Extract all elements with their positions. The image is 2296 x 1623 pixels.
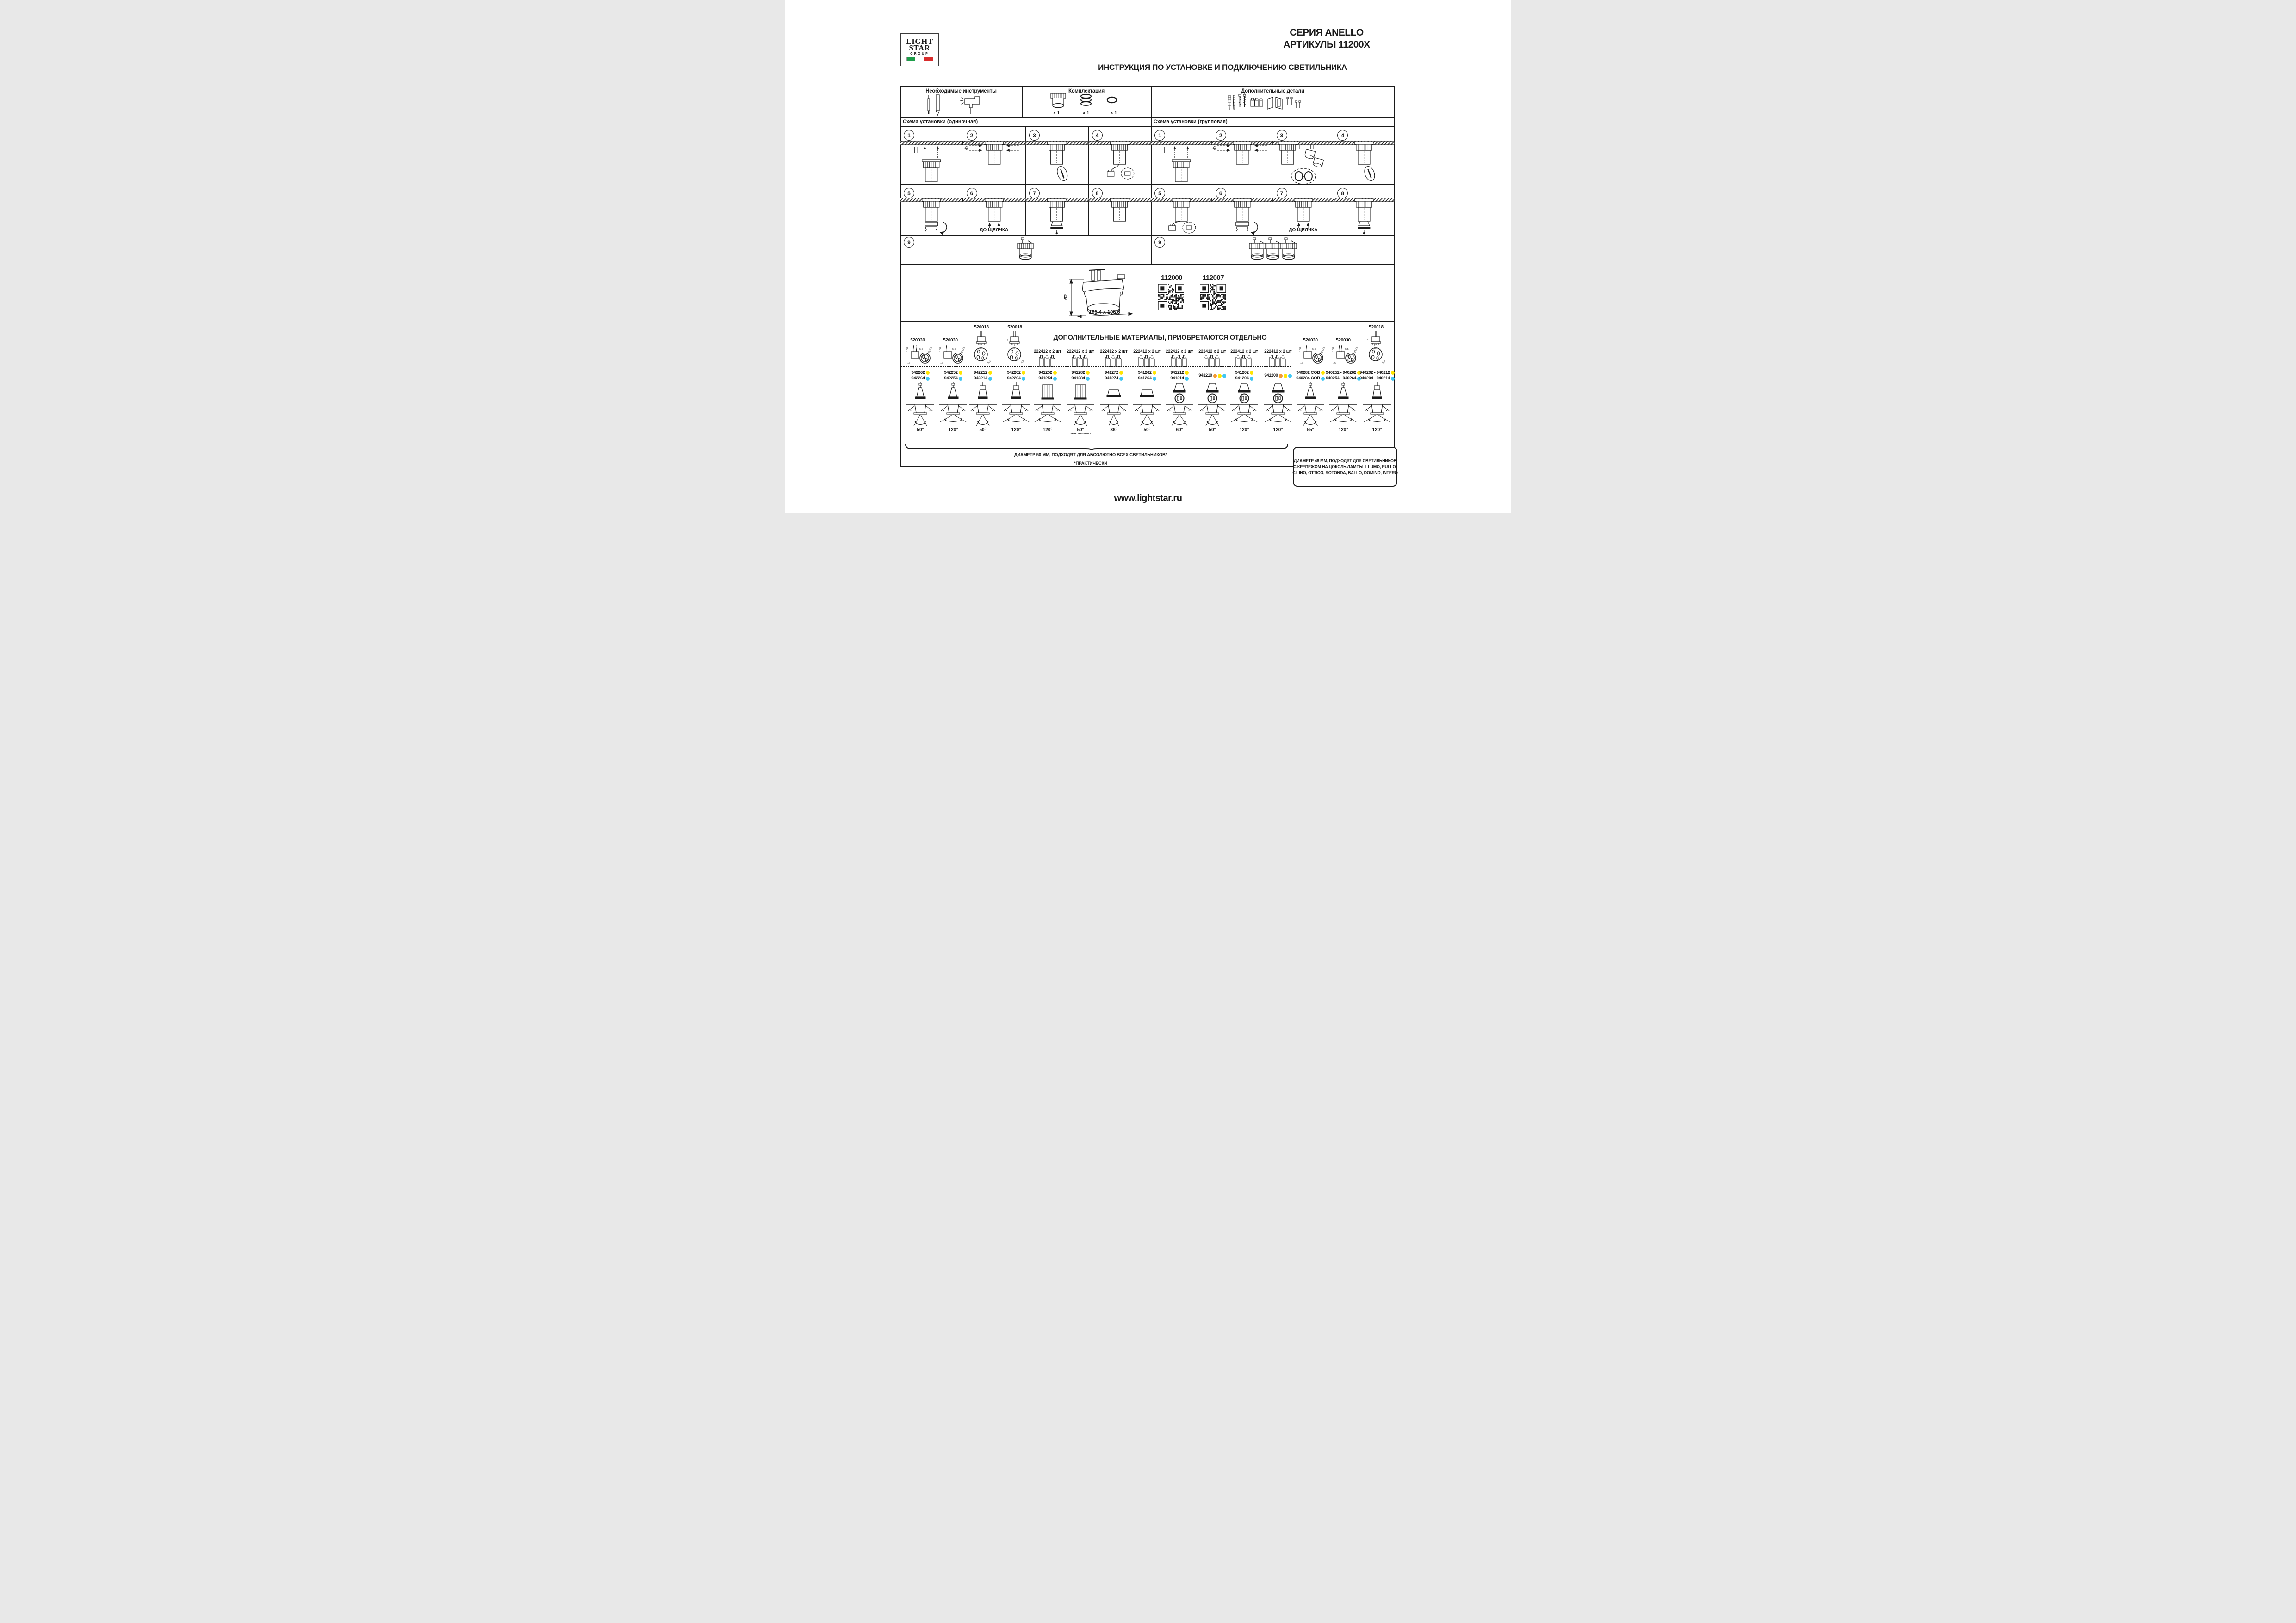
svg-text:16: 16 bbox=[940, 362, 943, 365]
part-glyph-520018-r2 bbox=[1361, 330, 1391, 365]
group-scheme-label: Схема установки (групповая) bbox=[1154, 119, 1228, 124]
yellow-color-dot bbox=[1321, 371, 1325, 375]
product-codes bbox=[1264, 369, 1291, 382]
table-hline-0 bbox=[900, 117, 1395, 118]
product-code: 940254 - 940264 bbox=[1326, 376, 1361, 382]
product-codes bbox=[1071, 369, 1089, 382]
step-cell-single-1 bbox=[900, 126, 963, 184]
svg-text:16: 16 bbox=[1300, 362, 1303, 365]
articles-title: АРТИКУЛЫ 11200X bbox=[1283, 39, 1370, 50]
product-code: 942204 bbox=[1007, 376, 1025, 382]
qr-code-112007 bbox=[1200, 284, 1226, 310]
footer-url: www.lightstar.ru bbox=[1114, 493, 1182, 503]
part-code-520030-r1: 520030 bbox=[1336, 338, 1351, 343]
svg-text:5,5: 5,5 bbox=[1312, 348, 1316, 351]
svg-text:150: 150 bbox=[939, 347, 942, 352]
step-number-group-9: 9 bbox=[1154, 237, 1165, 248]
dim-height: 62 bbox=[1063, 294, 1069, 300]
product-codes bbox=[944, 369, 962, 382]
product-code: 941262 bbox=[1138, 370, 1156, 376]
product-codes bbox=[1038, 369, 1056, 382]
svg-text:5,5: 5,5 bbox=[919, 348, 923, 351]
step-cell-group-6 bbox=[1212, 184, 1273, 235]
part-glyph-520030-r1 bbox=[1326, 344, 1361, 368]
product-column-14 bbox=[1325, 369, 1362, 433]
product-column-3 bbox=[964, 369, 1001, 433]
step-number-group-4: 4 bbox=[1337, 130, 1348, 141]
qr-code-112000 bbox=[1158, 284, 1184, 310]
title-block bbox=[1257, 27, 1396, 51]
svg-text:5,5: 5,5 bbox=[952, 348, 956, 351]
step-cell-group-4 bbox=[1334, 126, 1395, 184]
svg-text:150: 150 bbox=[1299, 347, 1302, 352]
product-code: 942264 bbox=[911, 376, 929, 382]
series-title: СЕРИЯ ANELLO bbox=[1290, 27, 1364, 38]
right-note-line3: CILINO, OTTICO, ROTONDA, BALLO, DOMINO, INTERO bbox=[1292, 471, 1398, 475]
product-code: 941210 bbox=[1198, 373, 1226, 379]
yellow-color-dot bbox=[1250, 371, 1253, 375]
step-number-single-1: 1 bbox=[904, 130, 914, 141]
product-column-13 bbox=[1292, 369, 1329, 433]
step-number-group-7: 7 bbox=[1277, 188, 1287, 198]
product-code: 941212 bbox=[1170, 370, 1188, 376]
part-glyph-520030-l1 bbox=[933, 344, 968, 368]
svg-text:Ø27,5: Ø27,5 bbox=[1353, 346, 1359, 354]
table-hline-4 bbox=[900, 264, 1395, 265]
product-code: 942214 bbox=[974, 376, 992, 382]
svg-text:16: 16 bbox=[1333, 362, 1336, 365]
step-cell-single-2 bbox=[963, 126, 1026, 184]
product-code: 942254 bbox=[944, 376, 962, 382]
step-cell-group-3 bbox=[1273, 126, 1334, 184]
cyan-color-dot bbox=[1185, 377, 1189, 381]
beam-angle-label: 120° bbox=[1338, 427, 1348, 433]
beam-angle-label: 120° bbox=[1011, 427, 1021, 433]
svg-text:5,5: 5,5 bbox=[1345, 348, 1349, 351]
svg-text:150: 150 bbox=[906, 347, 909, 352]
step-number-single-2: 2 bbox=[967, 130, 977, 141]
part-code-520018-l3: 520018 bbox=[1007, 325, 1022, 330]
product-codes bbox=[1138, 369, 1156, 382]
beam-angle-label: 50° bbox=[979, 427, 987, 433]
cyan-color-dot bbox=[959, 377, 962, 381]
beam-angle-label: 38° bbox=[1110, 427, 1117, 433]
svg-text:10: 10 bbox=[1367, 338, 1370, 341]
step-cell-single-3 bbox=[1025, 126, 1088, 184]
part-glyph-520018-l3 bbox=[999, 330, 1030, 365]
product-code: 941202 bbox=[1235, 370, 1253, 376]
product-code: 941282 bbox=[1071, 370, 1089, 376]
product-codes bbox=[1170, 369, 1188, 382]
connector-label-1: 222412 x 2 шт bbox=[1067, 349, 1094, 353]
right-note-line2: С КРЕПЕЖОМ НА ЦОКОЛЬ ЛАМПЫ ILLUMO, RULLO, bbox=[1293, 465, 1397, 469]
kit-count-2: x 1 bbox=[1083, 111, 1089, 116]
lamp-diagram bbox=[1296, 382, 1325, 427]
lamp-diagram bbox=[1001, 382, 1031, 427]
step-cell-group-9 bbox=[1151, 235, 1395, 264]
cyan-color-dot bbox=[1053, 377, 1057, 381]
part-code-520018-l2: 520018 bbox=[974, 325, 989, 330]
materials-title: ДОПОЛНИТЕЛЬНЫЕ МАТЕРИАЛЫ, ПРИОБРЕТАЮТСЯ ОТДЕЛЬНО bbox=[1053, 334, 1267, 341]
kit-icons bbox=[1044, 93, 1128, 110]
connector-glyph-2 bbox=[1104, 354, 1124, 368]
yellow-color-dot bbox=[1022, 371, 1025, 375]
step-number-single-5: 5 bbox=[904, 188, 914, 198]
beam-angle-label: 50° bbox=[1077, 427, 1084, 433]
product-column-1 bbox=[902, 369, 939, 433]
product-column-10 bbox=[1194, 369, 1231, 433]
product-code: 941272 bbox=[1105, 370, 1123, 376]
svg-text:12: 12 bbox=[979, 347, 982, 350]
connector-label-0: 222412 x 2 шт bbox=[1034, 349, 1061, 353]
product-code: 940282 COB bbox=[1296, 370, 1324, 376]
cyan-color-dot bbox=[1086, 377, 1090, 381]
svg-text:10: 10 bbox=[973, 338, 975, 341]
left-note-line2: *ПРАКТИЧЕСКИ bbox=[1074, 461, 1107, 466]
svg-text:Ø27,5: Ø27,5 bbox=[961, 346, 966, 354]
part-glyph-520018-l2 bbox=[966, 330, 997, 365]
cyan-color-dot bbox=[1153, 377, 1156, 381]
table-vline-kit bbox=[1022, 86, 1023, 117]
logo-word-light: LIGHT bbox=[906, 37, 933, 46]
triac-dimmable-note: TRIAC DIMMABLE bbox=[1069, 433, 1092, 435]
connector-label-2: 222412 x 2 шт bbox=[1100, 349, 1128, 353]
product-column-8 bbox=[1129, 369, 1166, 433]
dimension-drawing bbox=[1063, 268, 1146, 318]
cyan-color-dot bbox=[1288, 374, 1292, 378]
yellow-color-dot bbox=[1185, 371, 1189, 375]
yellow-color-dot bbox=[1086, 371, 1090, 375]
product-code: 941274 bbox=[1105, 376, 1123, 382]
part-code-520030-l0: 520030 bbox=[910, 338, 925, 343]
product-column-9 bbox=[1161, 369, 1198, 433]
beam-angle-label: 60° bbox=[1176, 427, 1183, 433]
lamp-diagram bbox=[938, 382, 968, 427]
connector-glyph-1 bbox=[1070, 354, 1091, 368]
cyan-color-dot bbox=[926, 377, 930, 381]
product-codes bbox=[1359, 369, 1395, 382]
step-cell-single-6 bbox=[963, 184, 1026, 235]
connector-glyph-5 bbox=[1202, 354, 1222, 368]
kit-count-3: x 1 bbox=[1111, 111, 1117, 116]
cyan-color-dot bbox=[1022, 377, 1025, 381]
product-code: 942252 bbox=[944, 370, 962, 376]
product-code: 941214 bbox=[1170, 376, 1188, 382]
product-codes bbox=[1105, 369, 1123, 382]
svg-text:10: 10 bbox=[1006, 338, 1009, 341]
lamp-diagram bbox=[906, 382, 935, 427]
beam-angle-label: 120° bbox=[1273, 427, 1283, 433]
product-codes bbox=[1007, 369, 1025, 382]
product-code: 941254 bbox=[1038, 376, 1056, 382]
product-code: 941284 bbox=[1071, 376, 1089, 382]
product-codes bbox=[1235, 369, 1253, 382]
step-cell-single-8 bbox=[1088, 184, 1151, 235]
connector-glyph-4 bbox=[1169, 354, 1190, 368]
part-glyph-520030-l0 bbox=[900, 344, 935, 368]
product-code: 941252 bbox=[1038, 370, 1056, 376]
svg-text:17: 17 bbox=[979, 344, 982, 347]
yellow-color-dot bbox=[1391, 371, 1395, 375]
left-brace bbox=[905, 443, 1289, 451]
product-codes bbox=[911, 369, 929, 382]
step-caption-group-7: ДО ЩЕЛЧКА bbox=[1289, 228, 1318, 233]
svg-text:17: 17 bbox=[1012, 344, 1016, 347]
connector-glyph-7 bbox=[1268, 354, 1288, 368]
right-note-line1: ДИАМЕТР 48 ММ, ПОДХОДЯТ ДЛЯ СВЕТИЛЬНИКОВ bbox=[1293, 458, 1397, 463]
beam-angle-label: 50° bbox=[1143, 427, 1151, 433]
svg-text:6,3: 6,3 bbox=[1382, 359, 1386, 365]
lamp-diagram bbox=[1229, 382, 1259, 427]
product-code: 942262 bbox=[911, 370, 929, 376]
beam-angle-label: 120° bbox=[1043, 427, 1053, 433]
orange-color-dot bbox=[1279, 374, 1283, 378]
product-column-12 bbox=[1260, 369, 1297, 433]
step-number-single-8: 8 bbox=[1092, 188, 1103, 198]
flag-white bbox=[915, 57, 924, 61]
yellow-color-dot bbox=[1053, 371, 1057, 375]
dim-footprint: 105,4 x 108,5 bbox=[1089, 310, 1120, 315]
connector-glyph-0 bbox=[1037, 354, 1058, 368]
connector-glyph-3 bbox=[1137, 354, 1157, 368]
svg-text:6,3: 6,3 bbox=[1020, 359, 1025, 365]
beam-angle-label: 120° bbox=[948, 427, 958, 433]
flag-red bbox=[924, 57, 933, 61]
product-code: 941200 bbox=[1264, 373, 1291, 379]
yellow-color-dot bbox=[959, 371, 962, 375]
lamp-diagram bbox=[1099, 382, 1129, 427]
product-column-15 bbox=[1359, 369, 1396, 433]
part-code-520018-r2: 520018 bbox=[1369, 325, 1384, 330]
instruction-title: ИНСТРУКЦИЯ ПО УСТАНОВКЕ И ПОДКЛЮЧЕНИЮ СВЕТИЛЬНИКА bbox=[1098, 63, 1347, 72]
product-codes bbox=[1326, 369, 1361, 382]
step-number-single-4: 4 bbox=[1092, 130, 1103, 141]
right-note-box bbox=[1293, 447, 1397, 487]
lamp-diagram bbox=[968, 382, 998, 427]
connector-label-3: 222412 x 2 шт bbox=[1133, 349, 1161, 353]
step-caption-single-6: ДО ЩЕЛЧКА bbox=[980, 228, 1009, 233]
logo-word-group: GROUP bbox=[910, 52, 929, 56]
part-code-520030-l1: 520030 bbox=[943, 338, 958, 343]
table-hline-5 bbox=[900, 321, 1395, 322]
lamp-diagram bbox=[1132, 382, 1162, 427]
connector-label-5: 222412 x 2 шт bbox=[1198, 349, 1226, 353]
step-number-group-5: 5 bbox=[1154, 188, 1165, 198]
svg-text:150: 150 bbox=[1332, 347, 1335, 352]
lightstar-logo bbox=[900, 33, 939, 66]
product-column-6 bbox=[1062, 369, 1099, 435]
step-number-single-9: 9 bbox=[904, 237, 914, 248]
connector-label-4: 222412 x 2 шт bbox=[1166, 349, 1193, 353]
yellow-color-dot bbox=[1218, 374, 1222, 378]
italian-flag-icon bbox=[906, 57, 933, 61]
step-number-group-3: 3 bbox=[1277, 130, 1287, 141]
step-number-group-6: 6 bbox=[1216, 188, 1226, 198]
step-cell-single-7 bbox=[1025, 184, 1088, 235]
step-cell-single-4 bbox=[1088, 126, 1151, 184]
cyan-color-dot bbox=[988, 377, 992, 381]
cyan-color-dot bbox=[1250, 377, 1253, 381]
yellow-color-dot bbox=[988, 371, 992, 375]
step-number-group-1: 1 bbox=[1154, 130, 1165, 141]
yellow-color-dot bbox=[1153, 371, 1156, 375]
lamp-diagram bbox=[1362, 382, 1392, 427]
product-code: 941204 bbox=[1235, 376, 1253, 382]
product-code: 942202 bbox=[1007, 370, 1025, 376]
lamp-diagram bbox=[1033, 382, 1062, 427]
step-number-group-2: 2 bbox=[1216, 130, 1226, 141]
product-codes bbox=[1198, 369, 1226, 382]
step-cell-group-8 bbox=[1334, 184, 1395, 235]
product-codes bbox=[1296, 369, 1324, 382]
kit-count-1: x 1 bbox=[1053, 111, 1060, 116]
tools-section-label: Необходимые инструменты bbox=[925, 88, 997, 94]
svg-text:Ø27,5: Ø27,5 bbox=[1321, 346, 1326, 354]
cyan-color-dot bbox=[1119, 377, 1123, 381]
qr-label-112000: 112000 bbox=[1160, 274, 1183, 282]
connector-label-6: 222412 x 2 шт bbox=[1230, 349, 1258, 353]
orange-color-dot bbox=[1213, 374, 1217, 378]
kit-section-label: Комплектация bbox=[1068, 88, 1105, 94]
svg-text:16: 16 bbox=[907, 362, 911, 365]
lamp-diagram bbox=[1165, 382, 1194, 427]
step-cell-group-1 bbox=[1151, 126, 1212, 184]
extras-section-label: Дополнительные детали bbox=[1241, 88, 1304, 94]
flag-green bbox=[907, 57, 916, 61]
step-number-group-8: 8 bbox=[1337, 188, 1348, 198]
yellow-color-dot bbox=[1119, 371, 1123, 375]
beam-angle-label: 50° bbox=[1209, 427, 1216, 433]
product-code: 942212 bbox=[974, 370, 992, 376]
left-note-line1: ДИАМЕТР 50 ММ, ПОДХОДЯТ ДЛЯ АБСОЛЮТНО ВСЕХ СВЕТИЛЬНИКОВ* bbox=[1014, 452, 1167, 458]
beam-angle-label: 120° bbox=[1239, 427, 1249, 433]
single-scheme-label: Схема установки (одиночная) bbox=[903, 119, 978, 124]
beam-angle-label: 55° bbox=[1307, 427, 1314, 433]
svg-text:17: 17 bbox=[1374, 344, 1377, 347]
product-column-11 bbox=[1226, 369, 1263, 433]
step-number-single-3: 3 bbox=[1029, 130, 1040, 141]
svg-text:12: 12 bbox=[1374, 347, 1377, 350]
product-codes bbox=[974, 369, 992, 382]
beam-angle-label: 50° bbox=[917, 427, 924, 433]
product-code: 940252 - 940262 bbox=[1326, 370, 1361, 376]
step-cell-group-2 bbox=[1212, 126, 1273, 184]
part-glyph-520030-r0 bbox=[1293, 344, 1328, 368]
product-code: 940204 - 940214 bbox=[1359, 376, 1395, 382]
tools-icons bbox=[920, 94, 994, 116]
step-cell-single-9 bbox=[900, 235, 1151, 264]
connector-glyph-6 bbox=[1234, 354, 1254, 368]
product-code: 940284 COB bbox=[1296, 376, 1324, 382]
product-code: 941264 bbox=[1138, 376, 1156, 382]
step-number-single-7: 7 bbox=[1029, 188, 1040, 198]
step-cell-single-5 bbox=[900, 184, 963, 235]
product-code: 940202 - 940212 bbox=[1359, 370, 1395, 376]
svg-text:Ø27,5: Ø27,5 bbox=[928, 346, 933, 354]
yellow-color-dot bbox=[1284, 374, 1287, 378]
lamp-diagram bbox=[1066, 382, 1095, 427]
lamp-diagram bbox=[1263, 382, 1293, 427]
step-cell-group-7 bbox=[1273, 184, 1334, 235]
step-number-single-6: 6 bbox=[967, 188, 977, 198]
svg-text:12: 12 bbox=[1012, 347, 1016, 350]
lamp-diagram bbox=[1198, 382, 1227, 427]
product-column-5 bbox=[1029, 369, 1066, 433]
instruction-sheet bbox=[785, 0, 1511, 513]
product-column-7 bbox=[1095, 369, 1132, 433]
svg-text:6,3: 6,3 bbox=[987, 359, 992, 365]
step-cell-group-5 bbox=[1151, 184, 1212, 235]
cyan-color-dot bbox=[1391, 377, 1395, 381]
logo-word-star: STAR bbox=[909, 43, 931, 52]
qr-label-112007: 112007 bbox=[1202, 274, 1224, 282]
lamp-diagram bbox=[1328, 382, 1358, 427]
beam-angle-label: 120° bbox=[1372, 427, 1382, 433]
extra-parts-icons bbox=[1225, 93, 1317, 113]
part-code-520030-r0: 520030 bbox=[1303, 338, 1318, 343]
yellow-color-dot bbox=[926, 371, 930, 375]
connector-label-7: 222412 x 2 шт bbox=[1264, 349, 1292, 353]
cyan-color-dot bbox=[1321, 377, 1325, 381]
